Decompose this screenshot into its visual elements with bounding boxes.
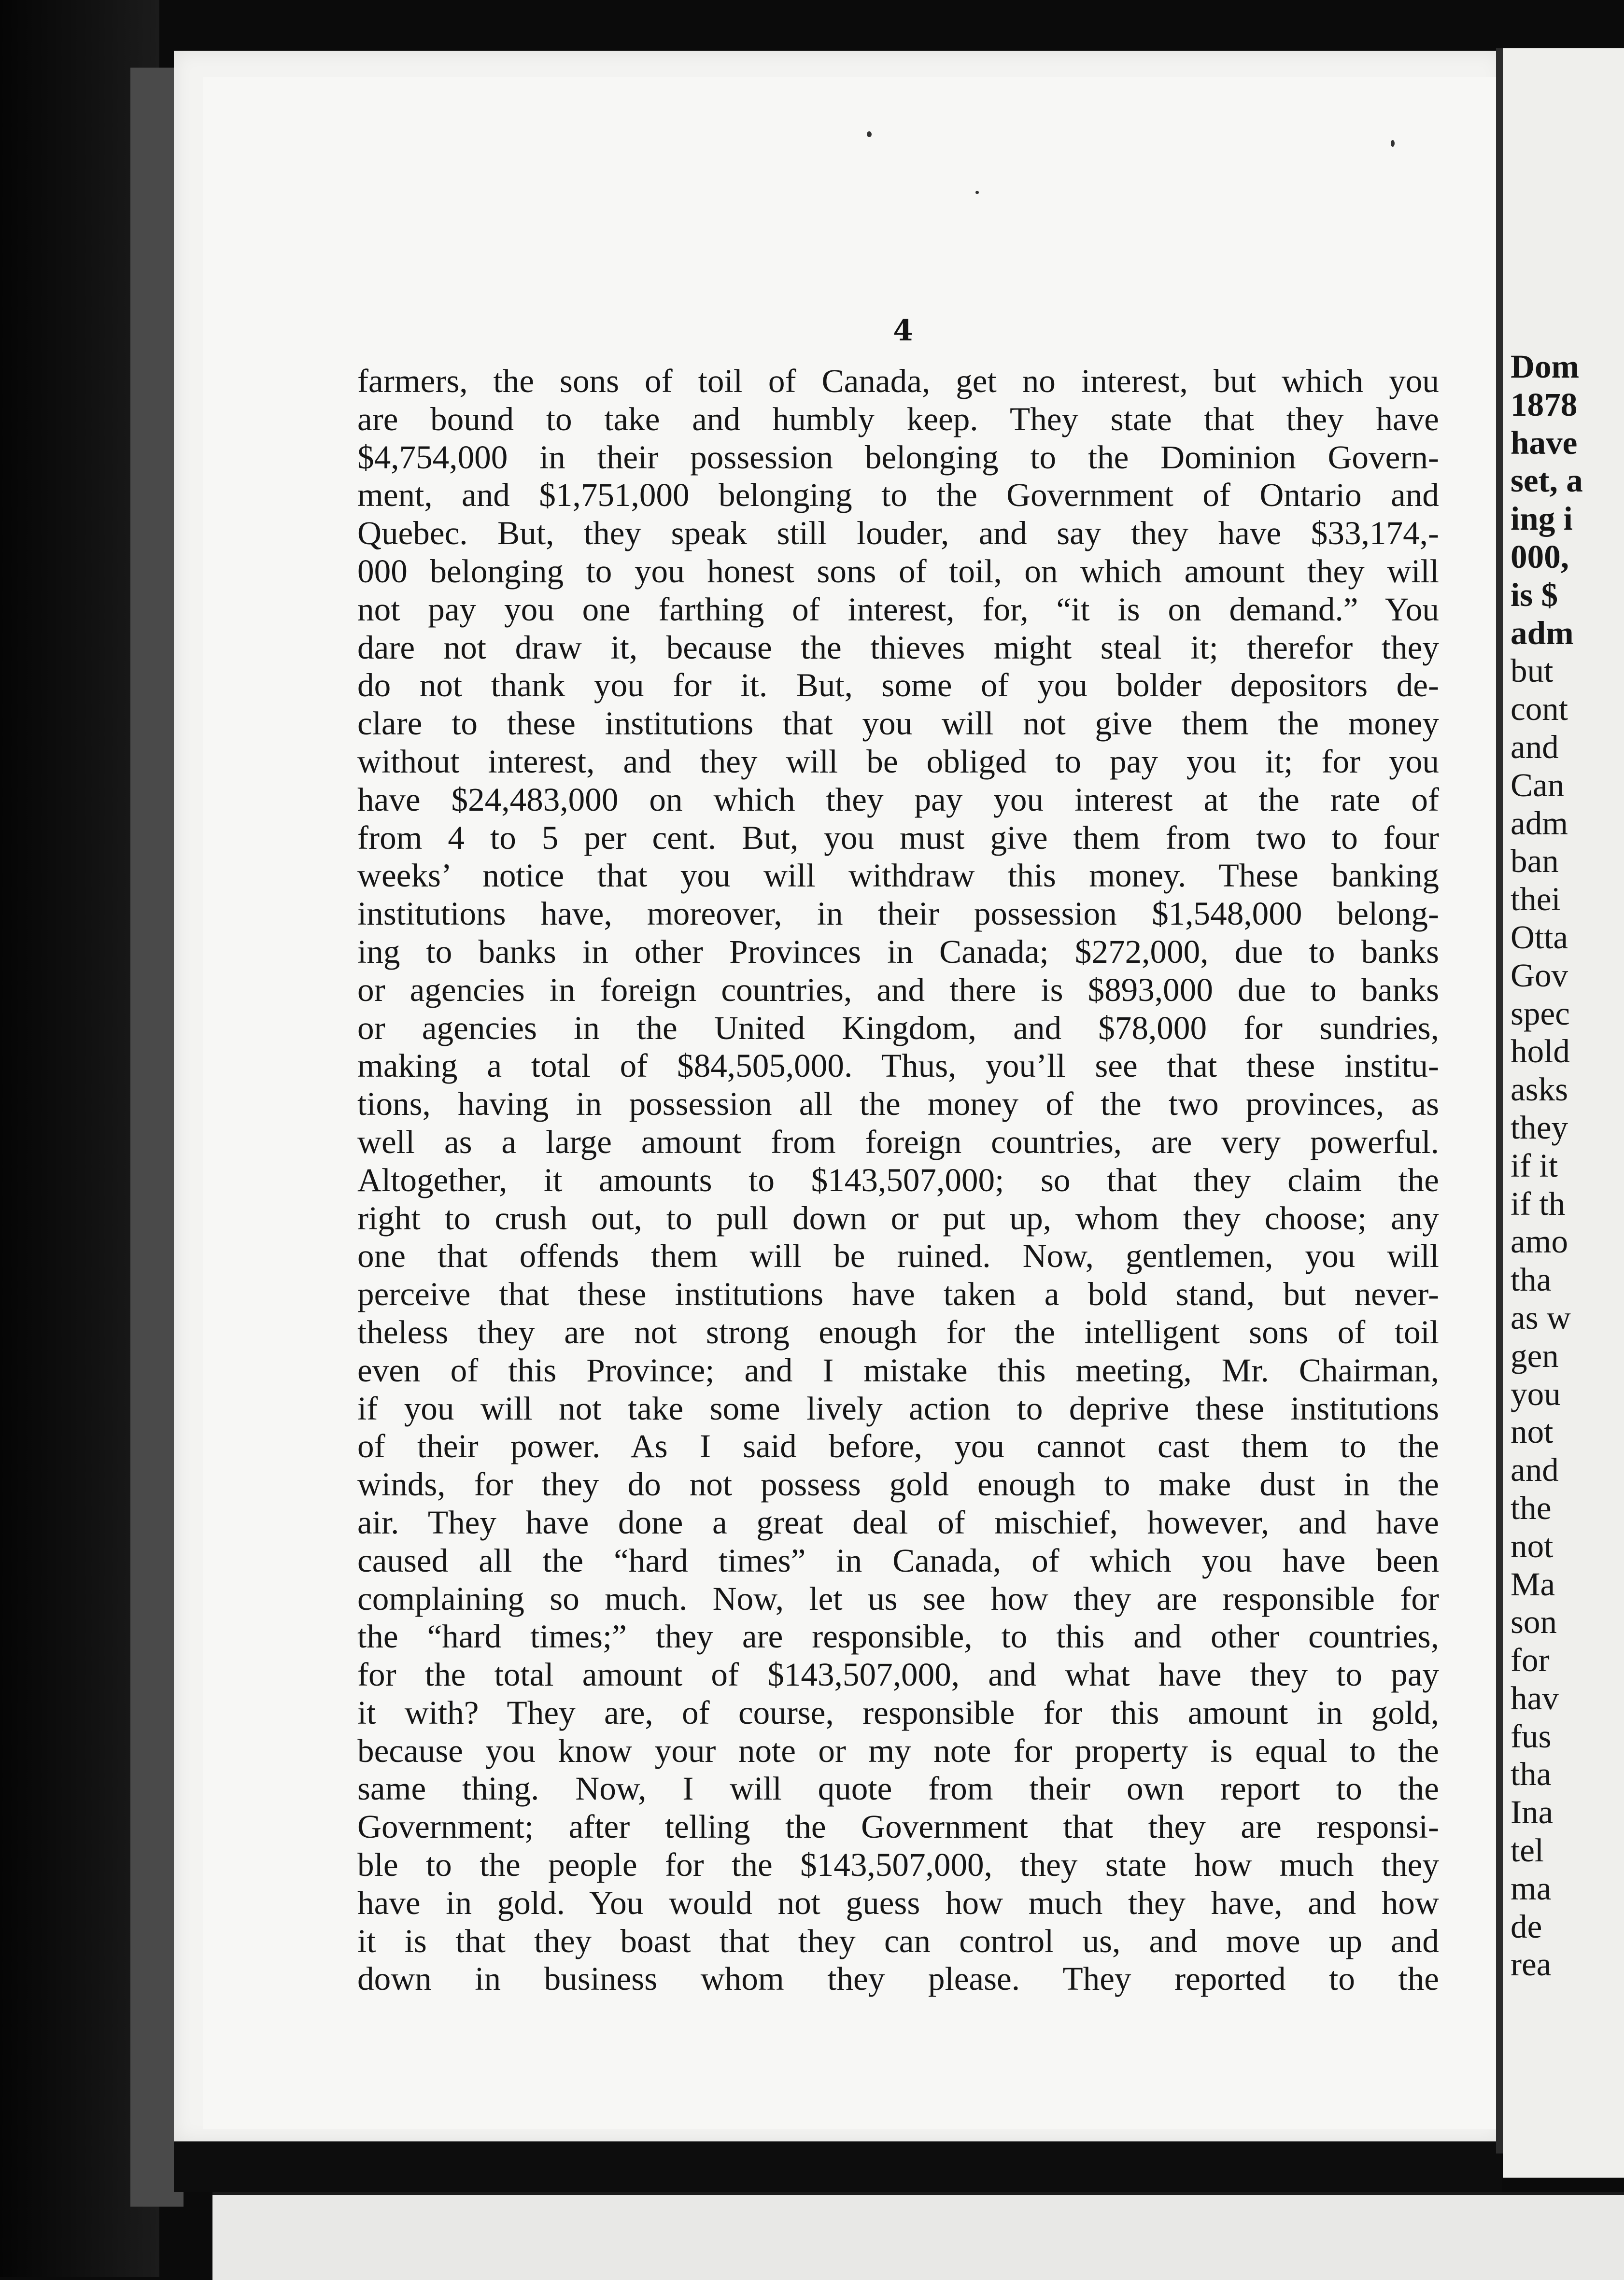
text-line: ment, and $1,751,000 belonging to the Government of Ontario and xyxy=(357,476,1439,514)
text-line: are bound to take and humbly keep. They state that they have xyxy=(357,400,1439,437)
right-page-line: for xyxy=(1511,1641,1550,1679)
right-page-line: Dom xyxy=(1511,348,1580,385)
right-page-line: Ina xyxy=(1511,1793,1553,1831)
right-page-line: is $ xyxy=(1511,576,1558,613)
text-line: making a total of $84,505,000. Thus, you’ll see that these institu- xyxy=(357,1047,1439,1084)
right-page-line: hav xyxy=(1511,1679,1559,1717)
text-line: well as a large amount from foreign countries, are very powerful. xyxy=(357,1123,1439,1160)
right-page-line: Can xyxy=(1511,766,1565,803)
right-page-text-fragment xyxy=(1511,348,1624,1984)
text-line: because you know your note or my note for property is equal to the xyxy=(357,1731,1439,1769)
right-page-line: amo xyxy=(1511,1223,1568,1260)
text-line: complaining so much. Now, let us see how they are responsible for xyxy=(357,1579,1439,1617)
text-line: Altogether, it amounts to $143,507,000; so that they claim the xyxy=(357,1161,1439,1198)
text-line: ble to the people for the $143,507,000, they state how much they xyxy=(357,1846,1439,1884)
right-page-line: if it xyxy=(1511,1146,1558,1184)
text-line: from 4 to 5 per cent. But, you must give them from two to four xyxy=(357,818,1439,856)
right-page-line: gen xyxy=(1511,1337,1559,1374)
text-line: right to crush out, to pull down or put up, whom they choose; any xyxy=(357,1199,1439,1237)
right-page-line: adm xyxy=(1511,804,1568,842)
right-page-line: cont xyxy=(1511,690,1568,728)
text-line: do not thank you for it. But, some of you bolder depositors de- xyxy=(357,666,1439,704)
right-page-line: fus xyxy=(1511,1717,1552,1755)
right-page-line: Gov xyxy=(1511,956,1568,994)
text-line: institutions have, moreover, in their possession $1,548,000 belong- xyxy=(357,895,1439,932)
right-page-line: not xyxy=(1511,1413,1553,1450)
scan-speck xyxy=(975,191,979,194)
scan-bottom-page-edge xyxy=(212,2192,1624,2280)
text-line: even of this Province; and I mistake this meeting, Mr. Chairman, xyxy=(357,1351,1439,1389)
right-page-line: and xyxy=(1511,1451,1559,1489)
text-line: have $24,483,000 on which they pay you interest at the rate of xyxy=(357,780,1439,818)
right-page-line: 1878 xyxy=(1511,385,1578,423)
text-line: it with? They are, of course, responsible for this amount in gold, xyxy=(357,1693,1439,1731)
right-page-line: ma xyxy=(1511,1869,1552,1907)
right-page-line: tha xyxy=(1511,1755,1552,1793)
right-page-line: thei xyxy=(1511,880,1561,918)
text-line: 000 belonging to you honest sons of toil, on which amount they will xyxy=(357,552,1439,590)
right-page-line: you xyxy=(1511,1375,1561,1412)
scan-speck xyxy=(1391,140,1395,147)
text-line: same thing. Now, I will quote from their own report to the xyxy=(357,1770,1439,1807)
right-page-line: tha xyxy=(1511,1261,1552,1298)
text-line: dare not draw it, because the thieves might steal it; therefor they xyxy=(357,628,1439,666)
book-gutter xyxy=(1496,48,1503,2153)
text-line: have in gold. You would not guess how much they have, and how xyxy=(357,1884,1439,1921)
text-line: Government; after telling the Government that they are responsi- xyxy=(357,1808,1439,1845)
text-line: winds, for they do not possess gold enough to make dust in the xyxy=(357,1465,1439,1503)
right-page-line: the xyxy=(1511,1489,1552,1526)
text-line: theless they are not strong enough for the intelligent sons of toil xyxy=(357,1313,1439,1351)
text-line: ing to banks in other Provinces in Canada; $272,000, due to banks xyxy=(357,932,1439,970)
scan-bottom-shadow xyxy=(174,2141,1502,2192)
right-page-line: Otta xyxy=(1511,918,1568,956)
text-line: it is that they boast that they can control us, and move up and xyxy=(357,1922,1439,1959)
right-page-line: ing i xyxy=(1511,500,1573,537)
right-page-line: adm xyxy=(1511,614,1574,651)
right-page-line: son xyxy=(1511,1603,1557,1641)
right-page-line: spec xyxy=(1511,994,1570,1032)
text-line: air. They have done a great deal of mischief, however, and have xyxy=(357,1503,1439,1541)
text-line: $4,754,000 in their possession belonging to the Dominion Govern- xyxy=(357,438,1439,476)
right-page-line: they xyxy=(1511,1108,1568,1146)
text-line: not pay you one farthing of interest, for, “it is on demand.” You xyxy=(357,590,1439,628)
text-line: without interest, and they will be obliged to pay you it; for you xyxy=(357,742,1439,780)
right-page-line: 000, xyxy=(1511,537,1569,575)
text-line: one that offends them will be ruined. Now, gentlemen, you will xyxy=(357,1237,1439,1275)
text-line: caused all the “hard times” in Canada, of which you have been xyxy=(357,1541,1439,1579)
right-page-line: ban xyxy=(1511,842,1559,880)
right-page-line: if th xyxy=(1511,1184,1566,1222)
text-line: if you will not take some lively action to deprive these institutions xyxy=(357,1389,1439,1427)
page-number: 4 xyxy=(893,314,913,348)
right-page-line: as w xyxy=(1511,1298,1571,1336)
right-page-line: hold xyxy=(1511,1032,1570,1070)
text-line: or agencies in the United Kingdom, and $78,000 for sundries, xyxy=(357,1009,1439,1046)
right-page-line: set, a xyxy=(1511,462,1583,499)
text-line: of their power. As I said before, you cannot cast them to the xyxy=(357,1427,1439,1465)
right-page-line: and xyxy=(1511,728,1559,765)
right-page-line: asks xyxy=(1511,1070,1568,1108)
text-line: for the total amount of $143,507,000, and what have they to pay xyxy=(357,1656,1439,1693)
text-line: Quebec. But, they speak still louder, and say they have $33,174,- xyxy=(357,514,1439,552)
text-line: or agencies in foreign countries, and there is $893,000 due to banks xyxy=(357,971,1439,1008)
right-page-line: tel xyxy=(1511,1831,1544,1869)
right-page-line: but xyxy=(1511,652,1553,690)
right-page-line: not xyxy=(1511,1527,1553,1564)
right-page-line: have xyxy=(1511,423,1578,461)
text-line: perceive that these institutions have taken a bold stand, but never- xyxy=(357,1275,1439,1313)
text-line: tions, having in possession all the money of the two provinces, as xyxy=(357,1085,1439,1123)
text-line: farmers, the sons of toil of Canada, get no interest, but which you xyxy=(357,362,1439,399)
text-line: weeks’ notice that you will withdraw this money. These banking xyxy=(357,857,1439,894)
text-line: down in business whom they please. They reported to the xyxy=(357,1960,1439,1998)
text-line: clare to these institutions that you will not give them the money xyxy=(357,704,1439,742)
right-page-line: Ma xyxy=(1511,1565,1555,1603)
text-line: the “hard times;” they are responsible, to this and other countries, xyxy=(357,1618,1439,1655)
right-page-line: de xyxy=(1511,1907,1542,1945)
right-page-line: rea xyxy=(1511,1945,1552,1983)
scan-speck xyxy=(867,131,872,137)
body-text xyxy=(357,362,1439,1998)
